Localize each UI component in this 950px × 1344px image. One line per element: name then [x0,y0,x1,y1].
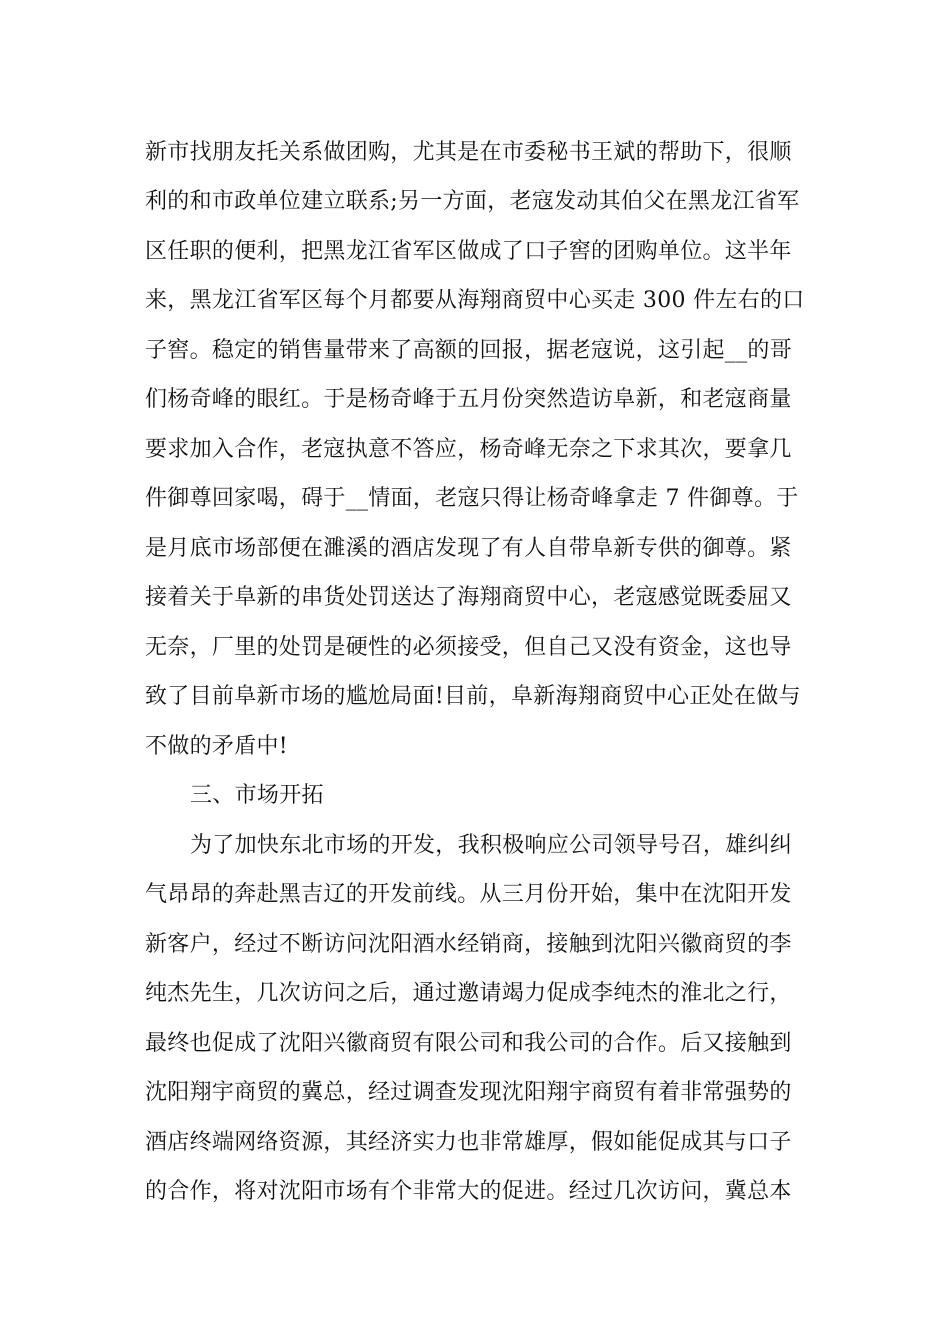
text-line: 无奈，厂里的处罚是硬性的必须接受，但自己又没有资金，这也导 [145,635,792,660]
text-line: 不做的矛盾中! [145,734,288,759]
text-line: 来，黑龙江省军区每个月都要从海翔商贸中心买走 300 件左右的口 [145,288,805,313]
text-line: 新市找朋友托关系做团购，尤其是在市委秘书王斌的帮助下，很顺 [145,140,792,165]
text-line: 致了目前阜新市场的尴尬局面!目前，阜新海翔商贸中心正处在做与 [145,684,801,709]
text-line: 利的和市政单位建立联系;另一方面，老寇发动其伯父在黑龙江省军 [145,189,800,214]
text-line: 要求加入合作，老寇执意不答应，杨奇峰无奈之下求其次，要拿几 [145,437,792,462]
text-line: 酒店终端网络资源，其经济实力也非常雄厚，假如能促成其与口子 [145,1130,792,1155]
text-line: 沈阳翔宇商贸的冀总，经过调查发现沈阳翔宇商贸有着非常强势的 [145,1080,792,1105]
text-line: 件御尊回家喝，碍于__情面，老寇只得让杨奇峰拿走 7 件御尊。于 [145,486,799,511]
text-line: 最终也促成了沈阳兴徽商贸有限公司和我公司的合作。后又接触到 [145,1031,792,1056]
text-line: 们杨奇峰的眼红。于是杨奇峰于五月份突然造访阜新，和老寇商量 [145,387,792,412]
text-line: 子窖。稳定的销售量带来了高额的回报，据老寇说，这引起__的哥 [145,338,793,363]
text-line: 新客户，经过不断访问沈阳酒水经销商，接触到沈阳兴徽商贸的李 [145,932,792,957]
section-heading: 三、市场开拓 [190,783,324,808]
text-line: 气昂昂的奔赴黑吉辽的开发前线。从三月份开始，集中在沈阳开发 [145,882,792,907]
text-line: 的合作，将对沈阳市场有个非常大的促进。经过几次访问，冀总本 [145,1179,792,1204]
text-line: 纯杰先生，几次访问之后，通过邀请竭力促成李纯杰的淮北之行， [145,981,792,1006]
text-line: 区任职的便利，把黑龙江省军区做成了口子窖的团购单位。这半年 [145,239,792,264]
text-line: 为了加快东北市场的开发，我积极响应公司领导号召，雄纠纠 [190,833,793,858]
text-line: 是月底市场部便在濉溪的酒店发现了有人自带阜新专供的御尊。紧 [145,536,792,561]
text-line: 接着关于阜新的串货处罚送达了海翔商贸中心，老寇感觉既委屈又 [145,585,792,610]
